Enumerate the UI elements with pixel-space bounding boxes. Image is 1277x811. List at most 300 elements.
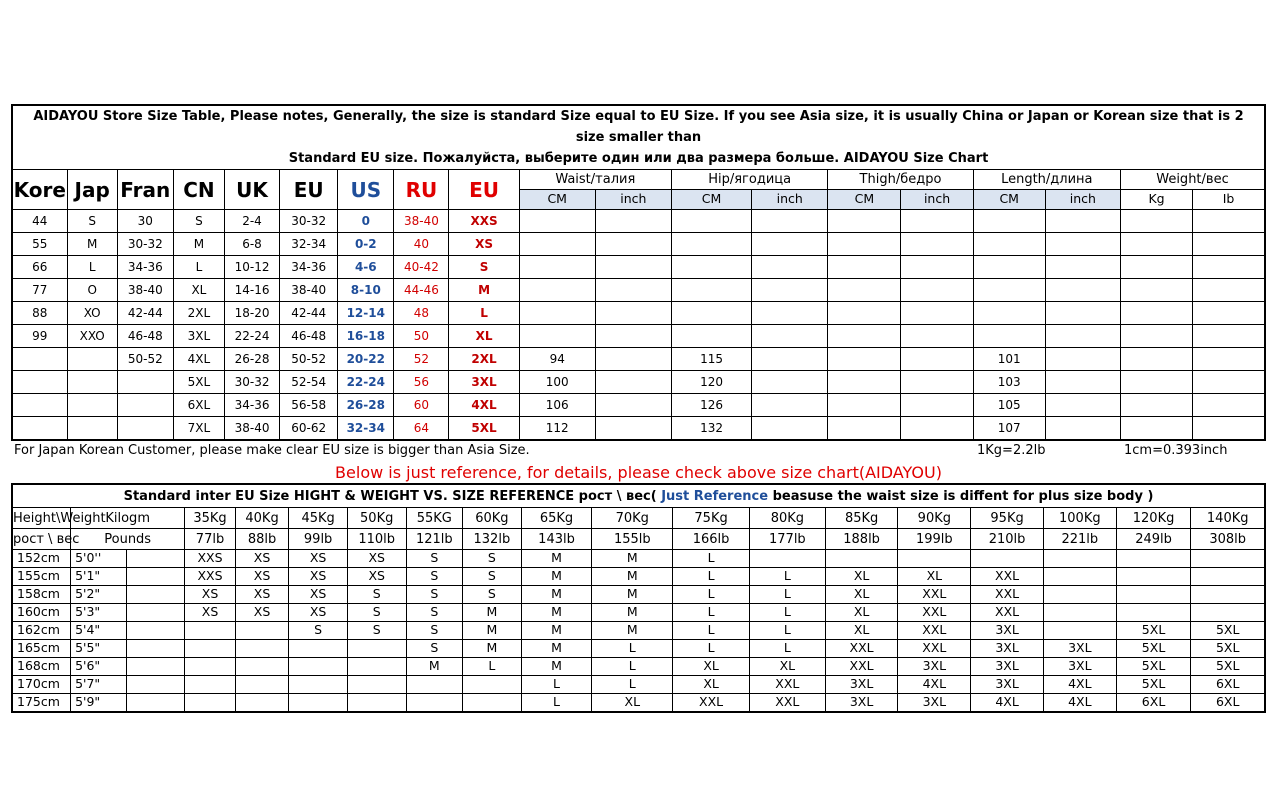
cell-eu2: XS (449, 233, 519, 256)
header-fran: Fran (117, 170, 173, 210)
size-cell: L (673, 640, 750, 658)
size-cell (185, 694, 236, 713)
cell-empty (595, 302, 671, 325)
cell-empty (828, 210, 901, 233)
cell-eu: 38-40 (280, 279, 338, 302)
cell-empty (752, 210, 828, 233)
size-cell (1116, 604, 1191, 622)
size-cell (289, 676, 348, 694)
weight-header-lb: 188lb (825, 529, 898, 550)
weight-header-kg: 90Kg (898, 508, 971, 529)
weight-header-kg: 35Kg (185, 508, 236, 529)
weight-header-kg: 140Kg (1191, 508, 1265, 529)
size-cell: S (406, 604, 463, 622)
cell-empty (1120, 325, 1192, 348)
cell-waist-cm (519, 279, 595, 302)
cell-jap (67, 348, 117, 371)
cell-ru: 64 (394, 417, 449, 441)
size-cell (1043, 622, 1116, 640)
size-table (11, 104, 1266, 441)
height-ft: 5'9" (71, 694, 127, 713)
cell-empty (1120, 210, 1192, 233)
size-cell: XL (592, 694, 673, 713)
size-cell (289, 658, 348, 676)
size-cell: S (406, 568, 463, 586)
cell-eu: 30-32 (280, 210, 338, 233)
size-cell: 5XL (1191, 622, 1265, 640)
size-cell: 3XL (971, 658, 1044, 676)
cell-cn: 4XL (173, 348, 224, 371)
cell-eu2: XXS (449, 210, 519, 233)
size-cell (749, 550, 825, 568)
cell-empty (595, 348, 671, 371)
height-row (12, 604, 1265, 622)
cell-eu2: 3XL (449, 371, 519, 394)
size-cell: 6XL (1191, 694, 1265, 713)
cell-empty (595, 210, 671, 233)
cell-empty (901, 394, 973, 417)
cell-kore: 55 (12, 233, 67, 256)
cell-hip-cm: 115 (671, 348, 751, 371)
size-cell: S (406, 622, 463, 640)
cell-empty (1045, 348, 1120, 371)
cell-eu2: L (449, 302, 519, 325)
height-row (12, 676, 1265, 694)
cell-length-cm (973, 256, 1045, 279)
weight-header-kg: 100Kg (1043, 508, 1116, 529)
size-cell (1043, 604, 1116, 622)
cell-empty (1193, 256, 1265, 279)
cell-ru: 40 (394, 233, 449, 256)
size-cell (898, 550, 971, 568)
cell-empty (828, 279, 901, 302)
height-cm: 152cm (12, 550, 71, 568)
weight-header-kg: 75Kg (673, 508, 750, 529)
cell-us: 20-22 (338, 348, 394, 371)
cell-eu: 56-58 (280, 394, 338, 417)
cell-jap: S (67, 210, 117, 233)
cell-empty (752, 302, 828, 325)
cell-fran (117, 371, 173, 394)
cell-empty (828, 348, 901, 371)
cell-cn: XL (173, 279, 224, 302)
size-cell: XS (289, 568, 348, 586)
size-cell (126, 622, 185, 640)
cell-eu: 32-34 (280, 233, 338, 256)
cell-empty (901, 417, 973, 441)
weight-header-kg: 95Kg (971, 508, 1044, 529)
cell-eu: 50-52 (280, 348, 338, 371)
height-ft: 5'1" (71, 568, 127, 586)
size-cell: XS (289, 604, 348, 622)
size-cell: XXL (825, 640, 898, 658)
cell-empty (901, 210, 973, 233)
cell-empty (1193, 325, 1265, 348)
cell-empty (1045, 394, 1120, 417)
cell-length-cm (973, 279, 1045, 302)
weight-header-lb: 99lb (289, 529, 348, 550)
unit-hip-inch: inch (752, 190, 828, 210)
cell-uk: 34-36 (224, 394, 279, 417)
size-cell: M (406, 658, 463, 676)
height-cm: 168cm (12, 658, 71, 676)
reference-note: Below is just reference, for details, please check above size chart(AIDAYOU) (335, 463, 942, 482)
japan-korean-note: For Japan Korean Customer, please make clear EU size is bigger than Asia Size. (14, 443, 530, 458)
title-line-1: AIDAYOU Store Size Table, Please notes, Generally, the size is standard Size equal to EU Size. If you see Asia size, it is usually China or Japan or Korean size that is 2 size smaller than (33, 109, 1244, 145)
size-cell: XXL (898, 604, 971, 622)
weight-header-kg: 45Kg (289, 508, 348, 529)
cell-kore: 88 (12, 302, 67, 325)
size-cell: XL (673, 676, 750, 694)
size-cell: XXL (898, 640, 971, 658)
cell-empty (1120, 371, 1192, 394)
cell-empty (901, 325, 973, 348)
size-cell: 4XL (1043, 694, 1116, 713)
size-cell: XXL (898, 586, 971, 604)
unit-weight-kg: Kg (1120, 190, 1192, 210)
cell-length-cm: 105 (973, 394, 1045, 417)
cell-length-cm (973, 302, 1045, 325)
cell-length-cm: 103 (973, 371, 1045, 394)
size-cell: 5XL (1191, 640, 1265, 658)
size-cell: XS (235, 550, 289, 568)
size-row (12, 417, 1265, 441)
size-cell (347, 694, 406, 713)
cell-empty (1045, 371, 1120, 394)
size-cell: 5XL (1191, 658, 1265, 676)
weight-header-lb: 77lb (185, 529, 236, 550)
size-cell (463, 676, 522, 694)
cell-us: 4-6 (338, 256, 394, 279)
size-cell: XL (825, 604, 898, 622)
cell-hip-cm (671, 233, 751, 256)
size-cell: M (521, 550, 592, 568)
cell-empty (752, 279, 828, 302)
cell-empty (1045, 325, 1120, 348)
cell-eu: 42-44 (280, 302, 338, 325)
cell-empty (1193, 279, 1265, 302)
size-cell (185, 640, 236, 658)
cell-ru: 44-46 (394, 279, 449, 302)
cell-uk: 38-40 (224, 417, 279, 441)
cell-cn: S (173, 210, 224, 233)
cell-fran: 46-48 (117, 325, 173, 348)
size-cell: 3XL (1043, 658, 1116, 676)
cell-us: 8-10 (338, 279, 394, 302)
size-cell (235, 694, 289, 713)
cell-empty (595, 325, 671, 348)
cell-empty (1045, 279, 1120, 302)
size-cell (1191, 586, 1265, 604)
size-cell (126, 550, 185, 568)
size-cell: S (289, 622, 348, 640)
size-cell: XXL (749, 694, 825, 713)
size-cell: 4XL (971, 694, 1044, 713)
cell-fran (117, 417, 173, 441)
cell-jap: O (67, 279, 117, 302)
cell-ru: 48 (394, 302, 449, 325)
cell-ru: 60 (394, 394, 449, 417)
size-cell: S (406, 586, 463, 604)
height-ft: 5'2" (71, 586, 127, 604)
unit-waist-cm: CM (519, 190, 595, 210)
weight-header-kg: 120Kg (1116, 508, 1191, 529)
cell-empty (1045, 256, 1120, 279)
cell-uk: 26-28 (224, 348, 279, 371)
cell-jap (67, 417, 117, 441)
size-cell: L (749, 568, 825, 586)
header-length: Length/длина (973, 170, 1120, 190)
cell-kore (12, 371, 67, 394)
weight-header-lb: 177lb (749, 529, 825, 550)
size-cell (347, 658, 406, 676)
cell-empty (752, 348, 828, 371)
cell-fran: 50-52 (117, 348, 173, 371)
cell-waist-cm (519, 325, 595, 348)
cell-waist-cm: 100 (519, 371, 595, 394)
cell-ru: 50 (394, 325, 449, 348)
size-cell (1043, 568, 1116, 586)
height-row (12, 640, 1265, 658)
title-prefix: Standard inter EU Size HIGHT & WEIGHT VS. SIZE REFERENCE рост \ вес( (123, 488, 662, 504)
cell-us: 22-24 (338, 371, 394, 394)
size-cell (185, 622, 236, 640)
cell-hip-cm (671, 256, 751, 279)
weight-header-lb: 88lb (235, 529, 289, 550)
size-cell: 5XL (1116, 622, 1191, 640)
cell-eu2: M (449, 279, 519, 302)
cell-empty (1193, 233, 1265, 256)
size-cell (126, 568, 185, 586)
cell-waist-cm: 112 (519, 417, 595, 441)
cell-us: 0 (338, 210, 394, 233)
size-cell: M (521, 568, 592, 586)
cell-empty (752, 417, 828, 441)
size-row (12, 210, 1265, 233)
height-cm: 155cm (12, 568, 71, 586)
cell-us: 12-14 (338, 302, 394, 325)
size-cell: 5XL (1116, 676, 1191, 694)
cell-cn: M (173, 233, 224, 256)
size-cell: XXS (185, 550, 236, 568)
header-ru: RU (394, 170, 449, 210)
cell-kore: 44 (12, 210, 67, 233)
header-eu: EU (280, 170, 338, 210)
size-cell (235, 622, 289, 640)
size-cell (235, 658, 289, 676)
size-cell: XL (673, 658, 750, 676)
size-cell: M (592, 604, 673, 622)
cell-empty (752, 371, 828, 394)
size-cell: 3XL (971, 622, 1044, 640)
size-cell: 3XL (971, 676, 1044, 694)
cell-kore: 99 (12, 325, 67, 348)
size-cell: M (521, 586, 592, 604)
size-cell: 6XL (1116, 694, 1191, 713)
cell-empty (595, 256, 671, 279)
weight-header-kg: 55KG (406, 508, 463, 529)
weight-header-lb: 308lb (1191, 529, 1265, 550)
cell-empty (828, 302, 901, 325)
size-cell: 5XL (1116, 640, 1191, 658)
size-cell (126, 604, 185, 622)
cell-empty (1193, 371, 1265, 394)
size-cell: 3XL (898, 694, 971, 713)
size-cell: L (592, 676, 673, 694)
size-cell (185, 676, 236, 694)
size-cell: L (521, 694, 592, 713)
cell-empty (1045, 417, 1120, 441)
cell-empty (1120, 417, 1192, 441)
size-cell: S (406, 640, 463, 658)
cell-empty (1120, 279, 1192, 302)
size-cell: XXS (185, 568, 236, 586)
cell-empty (1120, 302, 1192, 325)
size-cell: L (749, 586, 825, 604)
height-ft: 5'7" (71, 676, 127, 694)
height-row (12, 586, 1265, 604)
size-cell: L (673, 604, 750, 622)
cell-empty (752, 325, 828, 348)
size-cell (126, 676, 185, 694)
size-cell (1043, 550, 1116, 568)
cell-empty (828, 256, 901, 279)
cell-eu2: S (449, 256, 519, 279)
unit-hip-cm: CM (671, 190, 751, 210)
cell-eu: 52-54 (280, 371, 338, 394)
cell-fran: 42-44 (117, 302, 173, 325)
size-cell: 5XL (1116, 658, 1191, 676)
cell-jap (67, 371, 117, 394)
header-cn: CN (173, 170, 224, 210)
cell-empty (1193, 210, 1265, 233)
size-cell (126, 658, 185, 676)
size-cell: L (673, 550, 750, 568)
cell-ru: 40-42 (394, 256, 449, 279)
size-cell: XL (898, 568, 971, 586)
size-row (12, 233, 1265, 256)
cell-length-cm (973, 325, 1045, 348)
size-cell: S (347, 604, 406, 622)
cell-waist-cm (519, 256, 595, 279)
weight-header-lb: 132lb (463, 529, 522, 550)
size-cell: L (673, 568, 750, 586)
header-uk: UK (224, 170, 279, 210)
height-row (12, 622, 1265, 640)
size-cell: S (463, 568, 522, 586)
cm-conversion: 1cm=0.393inch (1124, 443, 1228, 458)
cell-eu2: 4XL (449, 394, 519, 417)
weight-header-lb: 210lb (971, 529, 1044, 550)
cell-fran: 38-40 (117, 279, 173, 302)
size-cell: L (749, 622, 825, 640)
size-cell: M (521, 640, 592, 658)
size-cell: XXL (971, 586, 1044, 604)
size-cell: M (592, 550, 673, 568)
header-hip: Hip/ягодица (671, 170, 827, 190)
cell-waist-cm: 94 (519, 348, 595, 371)
cell-empty (1120, 256, 1192, 279)
size-cell: 3XL (825, 694, 898, 713)
size-cell (235, 640, 289, 658)
size-cell: L (749, 604, 825, 622)
size-cell (347, 640, 406, 658)
size-cell: M (592, 568, 673, 586)
cell-length-cm (973, 233, 1045, 256)
size-cell (1191, 550, 1265, 568)
size-cell: XS (235, 604, 289, 622)
cell-jap: L (67, 256, 117, 279)
cell-empty (1120, 394, 1192, 417)
cell-cn: 5XL (173, 371, 224, 394)
cell-empty (752, 394, 828, 417)
size-cell: XS (289, 586, 348, 604)
size-row (12, 256, 1265, 279)
unit-length-cm: CM (973, 190, 1045, 210)
size-cell (463, 694, 522, 713)
weight-header-lb: 155lb (592, 529, 673, 550)
size-cell: L (521, 676, 592, 694)
height-cm: 160cm (12, 604, 71, 622)
size-cell: L (592, 640, 673, 658)
cell-jap (67, 394, 117, 417)
cell-empty (828, 394, 901, 417)
size-cell (1116, 550, 1191, 568)
height-label-ru: рост \ вес (12, 529, 71, 550)
header-thigh: Thigh/бедро (828, 170, 973, 190)
size-cell: S (463, 586, 522, 604)
weight-header-lb: 143lb (521, 529, 592, 550)
cell-length-cm: 101 (973, 348, 1045, 371)
cell-empty (901, 371, 973, 394)
height-row (12, 658, 1265, 676)
size-cell: L (749, 640, 825, 658)
cell-ru: 56 (394, 371, 449, 394)
cell-cn: L (173, 256, 224, 279)
cell-us: 0-2 (338, 233, 394, 256)
weight-header-kg: 80Kg (749, 508, 825, 529)
cell-empty (1193, 417, 1265, 441)
cell-empty (1193, 394, 1265, 417)
size-row (12, 371, 1265, 394)
size-cell: S (347, 586, 406, 604)
size-row (12, 348, 1265, 371)
size-cell (289, 694, 348, 713)
height-ft: 5'6" (71, 658, 127, 676)
size-cell: 3XL (971, 640, 1044, 658)
size-cell: M (592, 586, 673, 604)
cell-hip-cm (671, 325, 751, 348)
size-cell: S (406, 550, 463, 568)
size-cell: L (463, 658, 522, 676)
cell-empty (752, 233, 828, 256)
size-cell: S (463, 550, 522, 568)
size-cell: XL (825, 568, 898, 586)
cell-fran: 30-32 (117, 233, 173, 256)
cell-eu: 46-48 (280, 325, 338, 348)
cell-waist-cm (519, 302, 595, 325)
size-cell: XL (749, 658, 825, 676)
cell-uk: 6-8 (224, 233, 279, 256)
size-cell: M (592, 622, 673, 640)
cell-length-cm: 107 (973, 417, 1045, 441)
cell-cn: 3XL (173, 325, 224, 348)
cell-empty (1120, 348, 1192, 371)
cell-uk: 18-20 (224, 302, 279, 325)
header-weight: Weight/вес (1120, 170, 1265, 190)
weight-header-lb: 199lb (898, 529, 971, 550)
size-cell: XS (235, 586, 289, 604)
